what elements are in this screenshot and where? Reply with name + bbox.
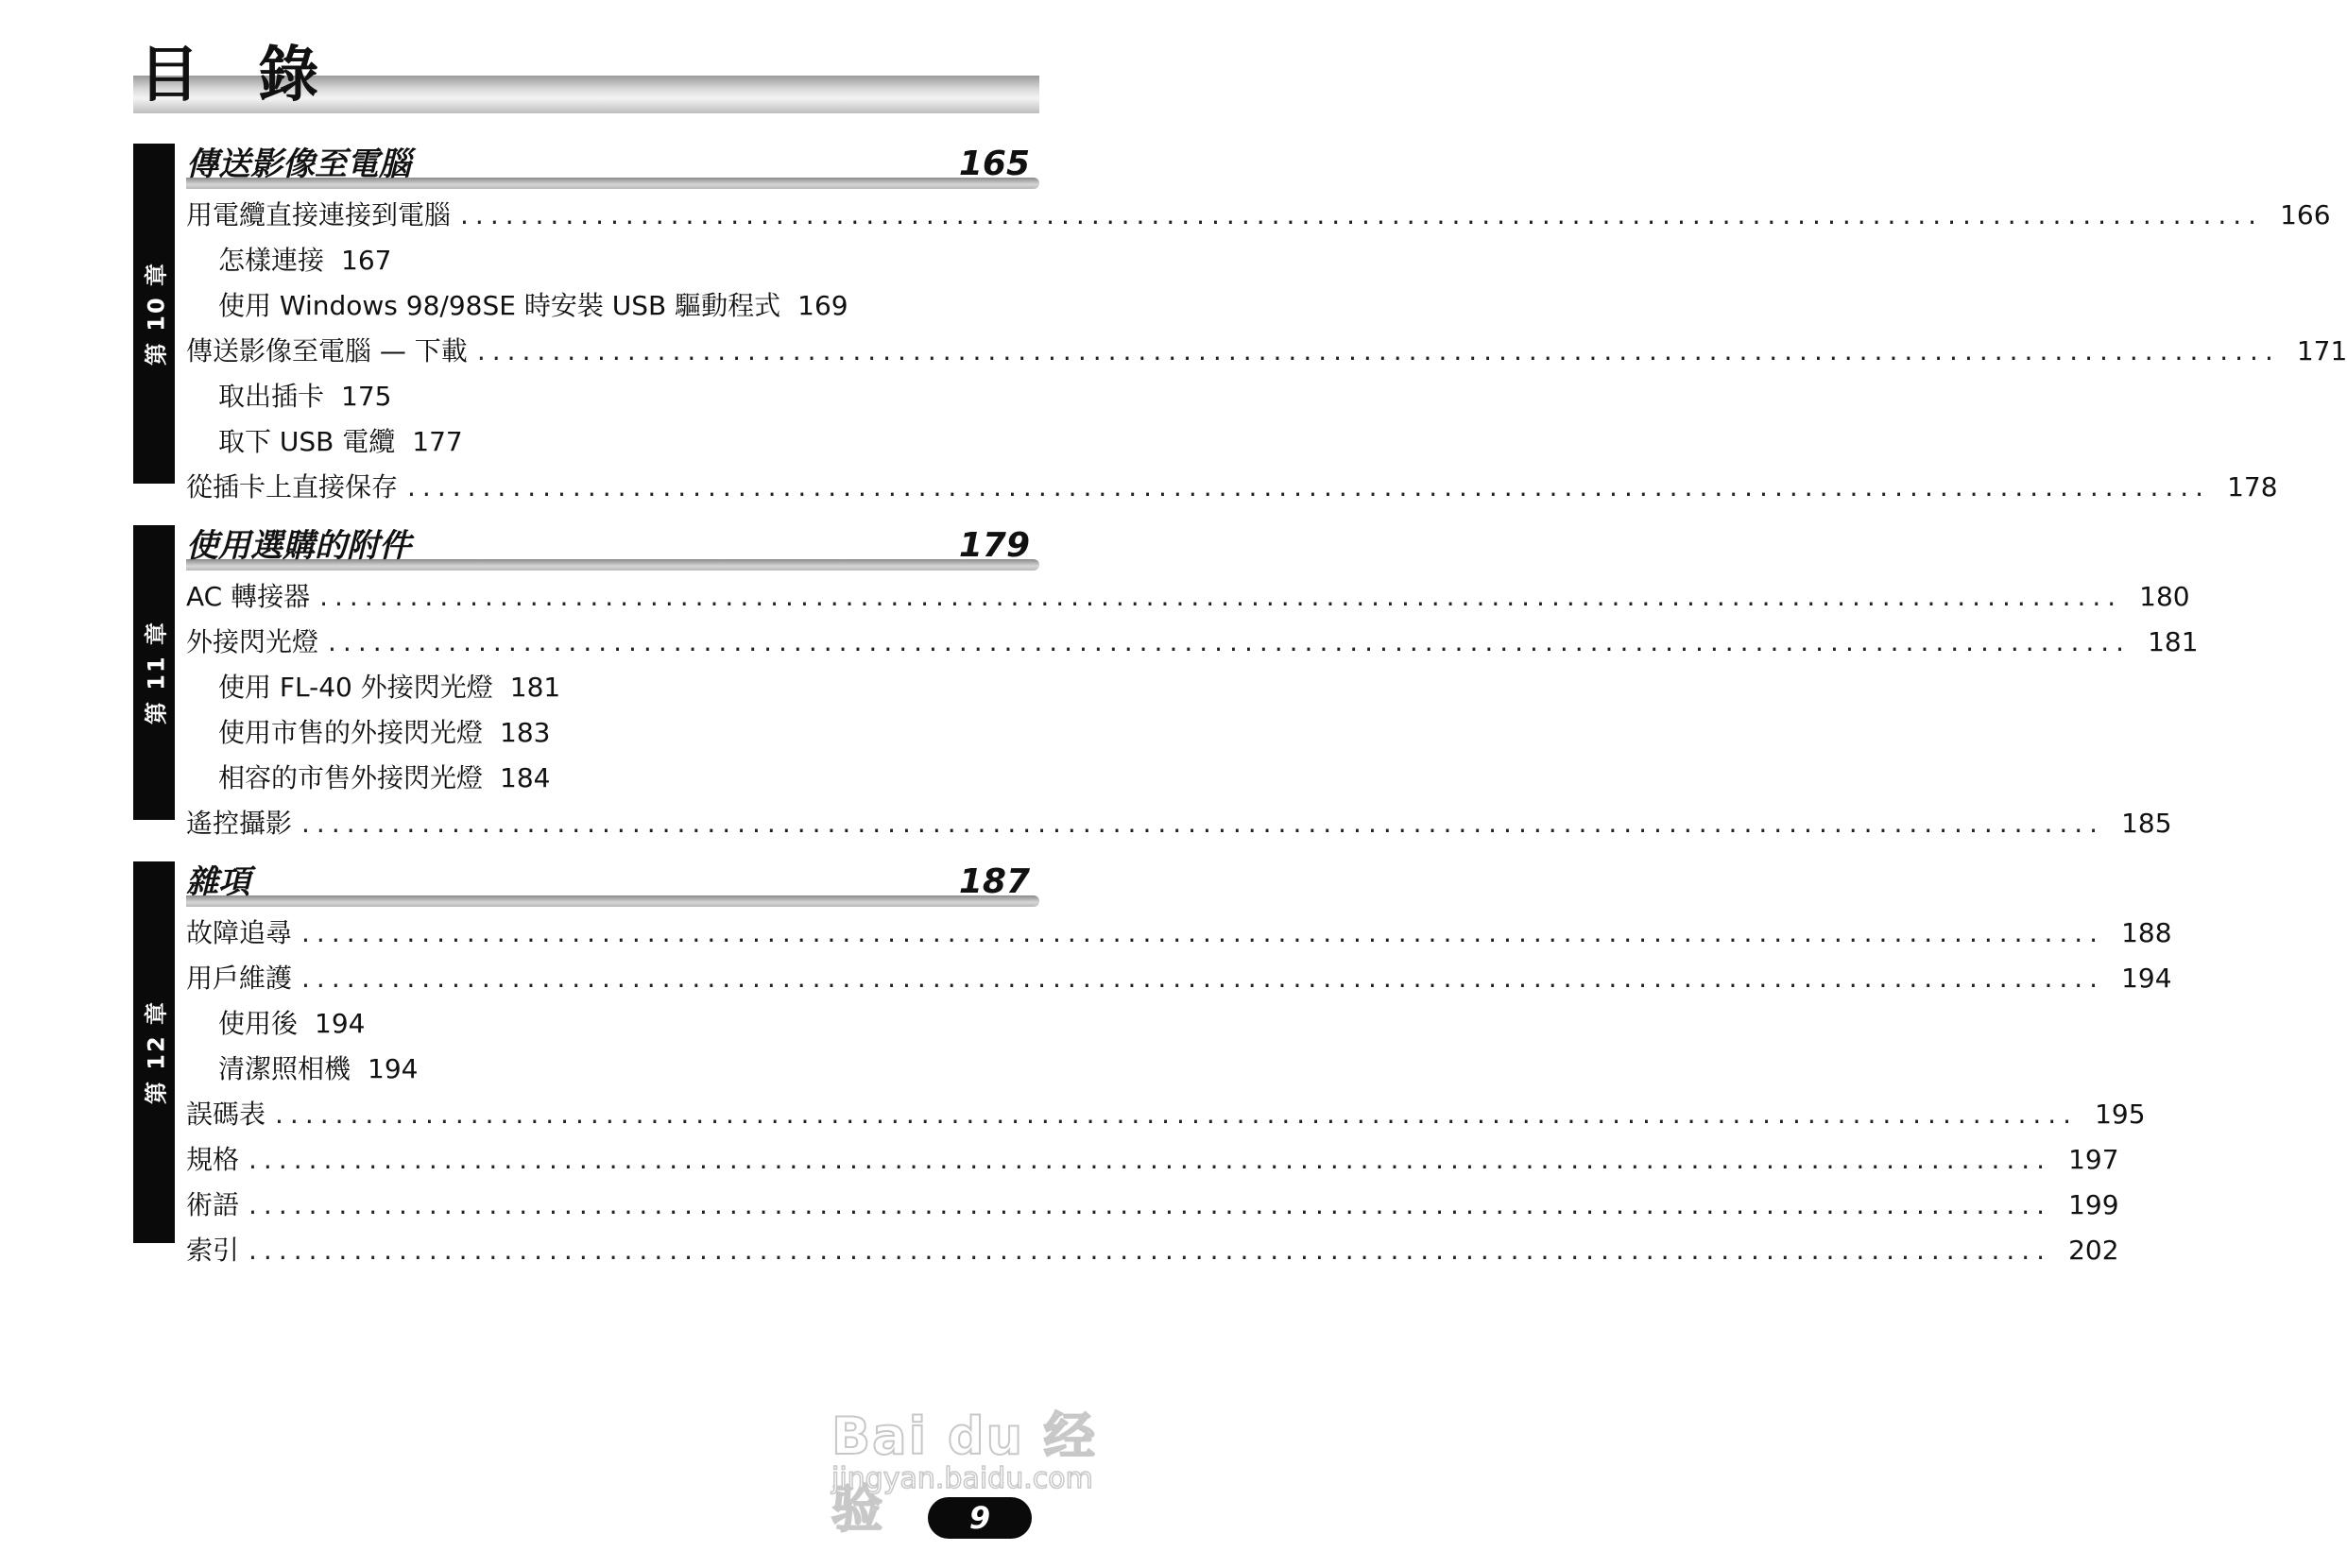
entry-label: 使用 FL-40 外接閃光燈 [218, 672, 493, 703]
entry-page: 197 [2068, 1144, 2119, 1175]
toc-subentry [186, 283, 1027, 329]
dot-leader: ........................................................................................................................ [476, 335, 2280, 366]
entry-label: 使用後 [218, 1008, 299, 1039]
dot-leader: ........................................................................................................................ [460, 199, 2264, 230]
entry-page: 169 [797, 290, 848, 321]
toc-subentry [186, 665, 1027, 710]
toc-entry [186, 465, 2278, 510]
dot-leader: ........................................................................................................................ [301, 963, 2105, 994]
entry-page: 184 [500, 762, 551, 793]
entry-label: 取出插卡 [218, 381, 325, 412]
dot-leader: ........................................................................................................................ [301, 808, 2105, 839]
chapter-heading [186, 861, 1039, 907]
entry-label: 取下 USB 電纜 [218, 426, 396, 457]
entry-label: 使用市售的外接閃光燈 [218, 717, 484, 748]
baidu-watermark [831, 1368, 1115, 1539]
chapter-heading [186, 525, 1039, 571]
chapter-10: 第 10 章 傳送影像至電腦 165 用電纜直接連接到電腦 ........................................................................................................................ 166 怎樣連接 167 使用 Windows 98/98SE 時安裝 USB 驅動程式 169 傳送影像至電腦 — 下載 ........................................................................................................................ 171 取出插卡 175 取下 USB 電纜 177 從插卡上直接保存 ........................................................................................................................ 178 [133, 144, 1039, 484]
entry-page: 180 [2139, 581, 2190, 612]
entry-label: 術語 [186, 1189, 240, 1220]
entry-label: 故障追尋 [186, 917, 293, 948]
entry-label: 從插卡上直接保存 [186, 471, 399, 503]
watermark-brand: Bai du 经验 [831, 1406, 1097, 1539]
entry-page: 188 [2121, 917, 2172, 948]
entry-page: 194 [2121, 963, 2172, 994]
chapter-11: 第 11 章 使用選購的附件 179 AC 轉接器 ........................................................................................................................ 180 外接閃光燈 ........................................................................................................................ 181 使用 FL-40 外接閃光燈 181 使用市售的外接閃光燈 183 相容的市售外接閃光燈 184 遙控攝影 ........................................................................................................................ 185 [133, 525, 1039, 820]
entry-label: 相容的市售外接閃光燈 [218, 762, 484, 793]
toc-subentry [186, 419, 1027, 465]
entry-page: 177 [412, 426, 463, 457]
entry-page: 202 [2068, 1235, 2119, 1266]
toc-entry [186, 1092, 2146, 1137]
entry-label: 規格 [186, 1144, 240, 1175]
entry-page: 171 [2296, 335, 2347, 366]
entry-label: 遙控攝影 [186, 808, 293, 839]
entry-page: 194 [315, 1008, 366, 1039]
dot-leader: ........................................................................................................................ [319, 581, 2123, 612]
entry-label: 用電纜直接連接到電腦 [186, 199, 452, 230]
dot-leader: ........................................................................................................................ [328, 626, 2132, 657]
entry-label: AC 轉接器 [186, 581, 311, 612]
toc-subentry [186, 238, 1027, 283]
entry-page: 181 [509, 672, 561, 703]
entry-page: 199 [2068, 1189, 2119, 1220]
toc-entry [186, 620, 2199, 665]
entry-label: 使用 Windows 98/98SE 時安裝 USB 驅動程式 [218, 290, 781, 321]
chapter-title: 雜項 [186, 863, 250, 901]
toc-entry [186, 1137, 2119, 1183]
dot-leader: ........................................................................................................................ [248, 1189, 2052, 1220]
chapter-title: 使用選購的附件 [186, 527, 411, 565]
entry-page: 185 [2121, 808, 2172, 839]
entry-page: 195 [2095, 1099, 2146, 1130]
toc-subentry [186, 1047, 1027, 1092]
chapter-page: 165 [958, 145, 1030, 183]
entry-label: 誤碼表 [186, 1099, 266, 1130]
chapter-title: 傳送影像至電腦 [186, 145, 411, 183]
toc-subentry [186, 710, 1027, 756]
toc-subentry [186, 756, 1027, 801]
entry-label: 用戶維護 [186, 963, 293, 994]
entry-label: 索引 [186, 1235, 240, 1266]
toc-entry [186, 911, 2172, 956]
entry-page: 175 [341, 381, 392, 412]
watermark-url: jingyan.baidu.com [831, 1462, 1093, 1495]
dot-leader: ........................................................................................................................ [275, 1099, 2079, 1130]
page-title-block [133, 38, 1039, 115]
toc-subentry [186, 1001, 1027, 1047]
entry-page: 178 [2227, 471, 2278, 503]
dot-leader: ........................................................................................................................ [407, 471, 2211, 503]
entry-page: 181 [2148, 626, 2199, 657]
dot-leader: ........................................................................................................................ [248, 1235, 2052, 1266]
page-number-badge: 9 [928, 1497, 1032, 1539]
entry-label: 清潔照相機 [218, 1053, 351, 1084]
toc-entry [186, 193, 2331, 238]
toc-subentry [186, 374, 1027, 419]
entry-page: 166 [2280, 199, 2331, 230]
dot-leader: ........................................................................................................................ [248, 1144, 2052, 1175]
toc-entry [186, 801, 2172, 846]
dot-leader: ........................................................................................................................ [301, 917, 2105, 948]
entry-label: 傳送影像至電腦 — 下載 [186, 335, 468, 366]
toc-entry [186, 1228, 2119, 1273]
chapter-page: 187 [958, 862, 1030, 901]
entry-label: 外接閃光燈 [186, 626, 319, 657]
entry-page: 167 [341, 245, 392, 276]
chapter-12: 第 12 章 雜項 187 故障追尋 ........................................................................................................................ 188 用戶維護 ........................................................................................................................ 194 使用後 194 清潔照相機 194 誤碼表 ........................................................................................................................ 195 規格 ........................................................................................................................ 197 術語 ........................................................................................................................ 199 索引 ........................................................................................................................ 202 [133, 861, 1039, 1243]
chapter-heading [186, 144, 1039, 189]
page-title: 目 錄 [139, 41, 338, 111]
entry-page: 183 [500, 717, 551, 748]
toc-entry [186, 1183, 2119, 1228]
toc-entry [186, 574, 2190, 620]
entry-page: 194 [368, 1053, 419, 1084]
entry-label: 怎樣連接 [218, 245, 325, 276]
toc-entry [186, 956, 2172, 1001]
toc-entry [186, 329, 2347, 374]
chapter-page: 179 [958, 526, 1030, 565]
